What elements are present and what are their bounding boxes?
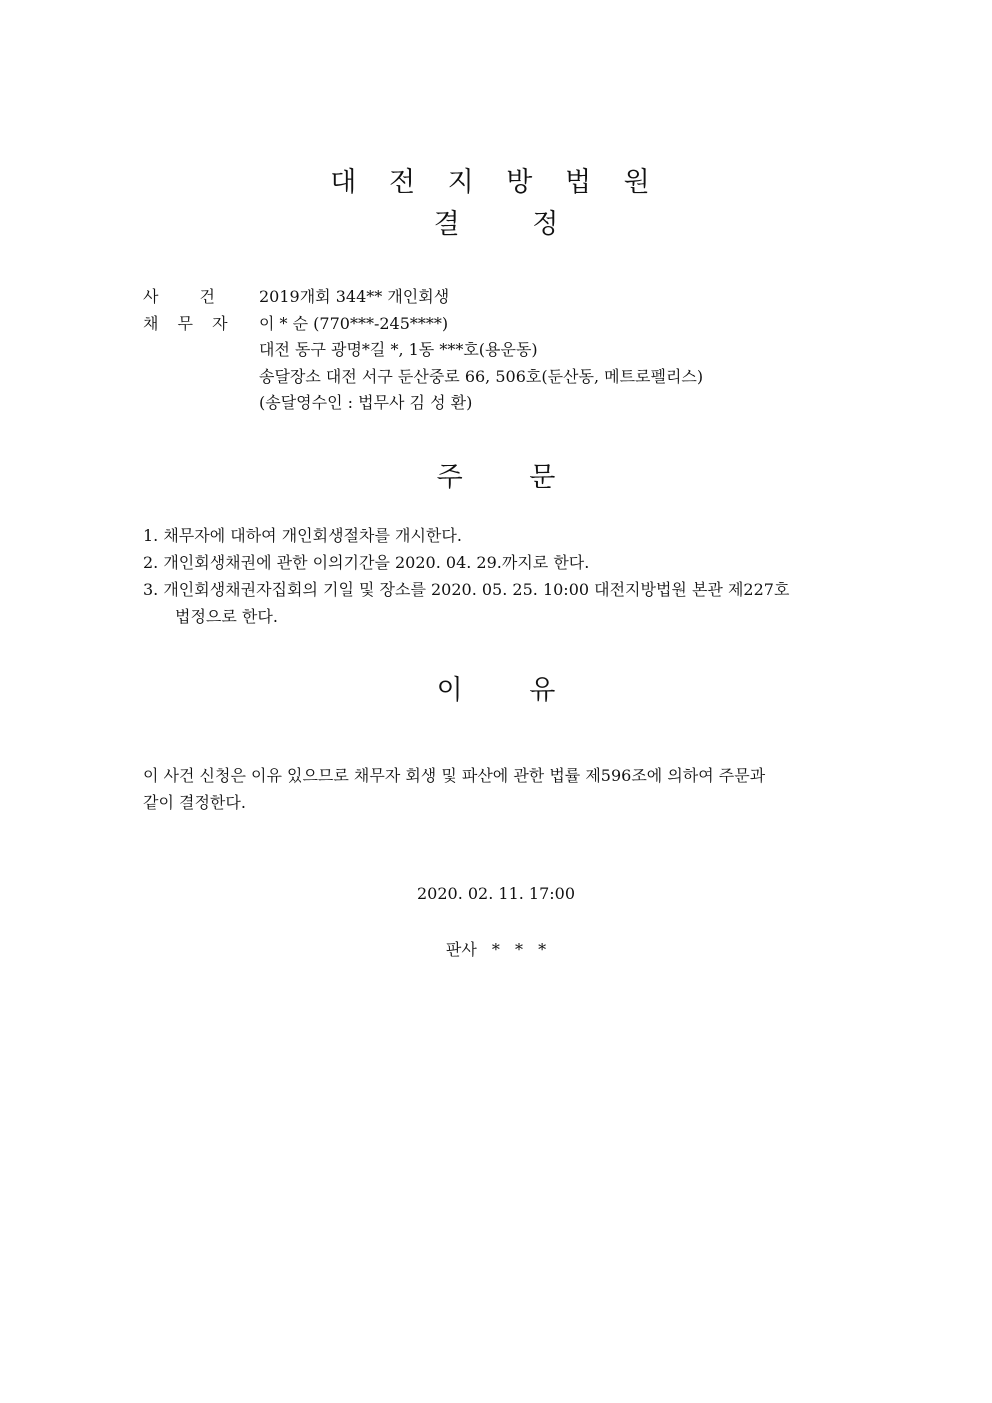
reason-line-1: 이 사건 신청은 이유 있으므로 채무자 회생 및 파산에 관한 법률 제596조에 의하여 주문과: [143, 766, 766, 785]
order-item-1: 1. 채무자에 대하여 개인회생절차를 개시한다.: [143, 526, 462, 545]
order-item-3-continuation: 법정으로 한다.: [175, 607, 278, 626]
case-label: 사 건: [143, 287, 215, 306]
delivery-recipient: (송달영수인 : 법무사 김 성 환): [259, 393, 473, 412]
order-item-3: 3. 개인회생채권자집회의 기일 및 장소를 2020. 05. 25. 10:00 대전지방법원 본관 제227호: [143, 580, 790, 599]
case-number: 2019개회 344** 개인회생: [259, 287, 450, 306]
reason-heading: 이 유: [436, 675, 556, 706]
document-title: 결 정: [433, 209, 559, 240]
decision-date: 2020. 02. 11. 17:00: [416, 884, 576, 903]
order-heading: 주 문: [436, 462, 556, 493]
order-item-2: 2. 개인회생채권에 관한 이의기간을 2020. 04. 29.까지로 한다.: [143, 553, 590, 572]
debtor-label: 채 무 자: [143, 314, 228, 333]
reason-line-2: 같이 결정한다.: [143, 793, 246, 812]
debtor-name: 이 * 순 (770***-245****): [259, 314, 449, 333]
judge-signature: 판사 * * *: [445, 940, 547, 959]
court-name: 대 전 지 방 법 원: [330, 167, 662, 198]
delivery-place: 송달장소 대전 서구 둔산중로 66, 506호(둔산동, 메트로펠리스): [259, 367, 704, 386]
debtor-address: 대전 동구 광명*길 *, 1동 ***호(용운동): [259, 340, 538, 359]
